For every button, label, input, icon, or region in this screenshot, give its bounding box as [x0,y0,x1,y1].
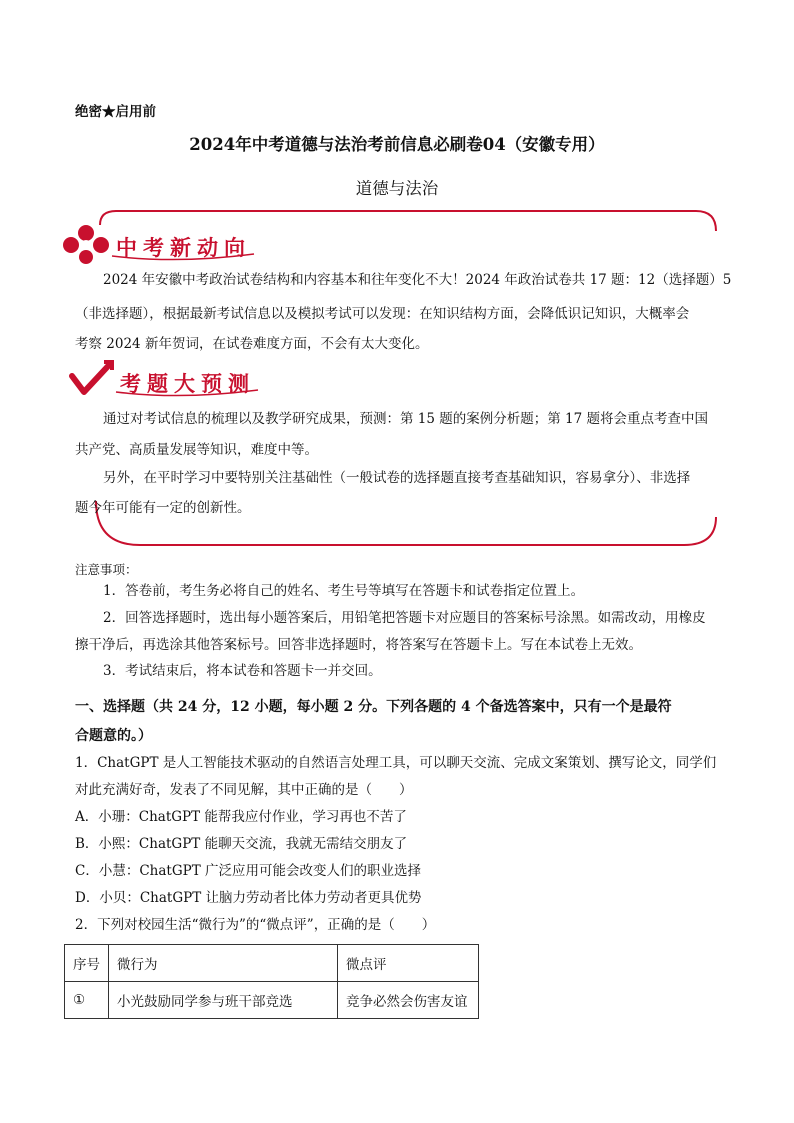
section-heading-cont: 合题意的。） [75,728,152,744]
trends-line-2: （非选择题），根据最新考试信息以及模拟考试可以发现：在知识结构方面，会降低识记知识，大概率会 [75,306,690,322]
q1-option-a: A．小珊：ChatGPT 能帮我应付作业，学习再也不苦了 [75,809,407,825]
table-row [65,982,479,1019]
q1-stem-line-1: 1．ChatGPT 是人工智能技术驱动的自然语言处理工具，可以聊天交流、完成文案策划、撰写论文，同学们 [75,755,717,771]
q1-option-c: C．小慧：ChatGPT 广泛应用可能会改变人们的职业选择 [75,863,421,879]
trends-line-1: 2024 年安徽中考政治试卷结构和内容基本和往年变化不大！2024 年政治试卷共 17 题：12（选择题）5 [103,272,732,288]
table-header-row [65,945,479,982]
table-header-cell: 微点评 [338,945,479,982]
table-cell: 竞争必然会伤害友谊 [338,982,479,1019]
section-heading: 一、选择题（共 24 分，12 小题，每小题 2 分。下列各题的 4 个备选答案中，只有一个是最符 [75,699,672,715]
note-item-2-cont: 擦干净后，再选涂其他答案标号。回答非选择题时，将答案写在答题卡上。写在本试卷上无效。 [75,637,642,653]
table-cell: 小光鼓励同学参与班干部竞选 [109,982,338,1019]
q2-table [64,944,479,1019]
q1-option-d: D．小贝：ChatGPT 让脑力劳动者比体力劳动者更具优势 [75,890,422,906]
note-item-3: 3．考试结束后，将本试卷和答题卡一并交回。 [103,663,382,679]
note-item-2: 2．回答选择题时，选出每小题答案后，用铅笔把答题卡对应题目的答案标号涂黑。如需改动，用橡皮 [103,610,706,626]
section-title-forecast: 考题大预测 [120,372,255,396]
forecast-line-1: 通过对考试信息的梳理以及教学研究成果，预测：第 15 题的案例分析题；第 17 题将会重点考查中国 [103,411,709,427]
table-cell: ① [65,982,109,1019]
q1-option-b: B．小熙：ChatGPT 能聊天交流，我就无需结交朋友了 [75,836,408,852]
note-item-1: 1．答卷前，考生务必将自己的姓名、考生号等填写在答题卡和试卷指定位置上。 [103,583,585,599]
forecast-line-3: 另外，在平时学习中要特别关注基础性（一般试卷的选择题直接考查基础知识，容易拿分）、非选择 [103,470,691,486]
forecast-line-2: 共产党、高质量发展等知识，难度中等。 [75,442,318,458]
table-header-cell: 序号 [65,945,109,982]
trends-line-3: 考察 2024 新年贺词，在试卷难度方面，不会有太大变化。 [75,336,429,352]
q2-stem: 2．下列对校园生活“微行为”的“微点评”，正确的是（ ） [75,917,436,933]
clover-icon [62,224,110,264]
table-header-cell: 微行为 [109,945,338,982]
section-title-trends: 中考新动向 [116,236,251,260]
exam-subject: 道德与法治 [355,179,439,198]
forecast-line-4: 题今年可能有一定的创新性。 [75,500,251,516]
notes-heading: 注意事项： [75,562,138,577]
secret-label: 绝密★启用前 [75,104,156,120]
exam-title: 2024年中考道德与法治考前信息必刷卷04（安徽专用） [189,135,605,154]
q1-stem-line-2: 对此充满好奇，发表了不同见解，其中正确的是（ ） [75,782,413,798]
check-mark-icon [66,358,114,400]
